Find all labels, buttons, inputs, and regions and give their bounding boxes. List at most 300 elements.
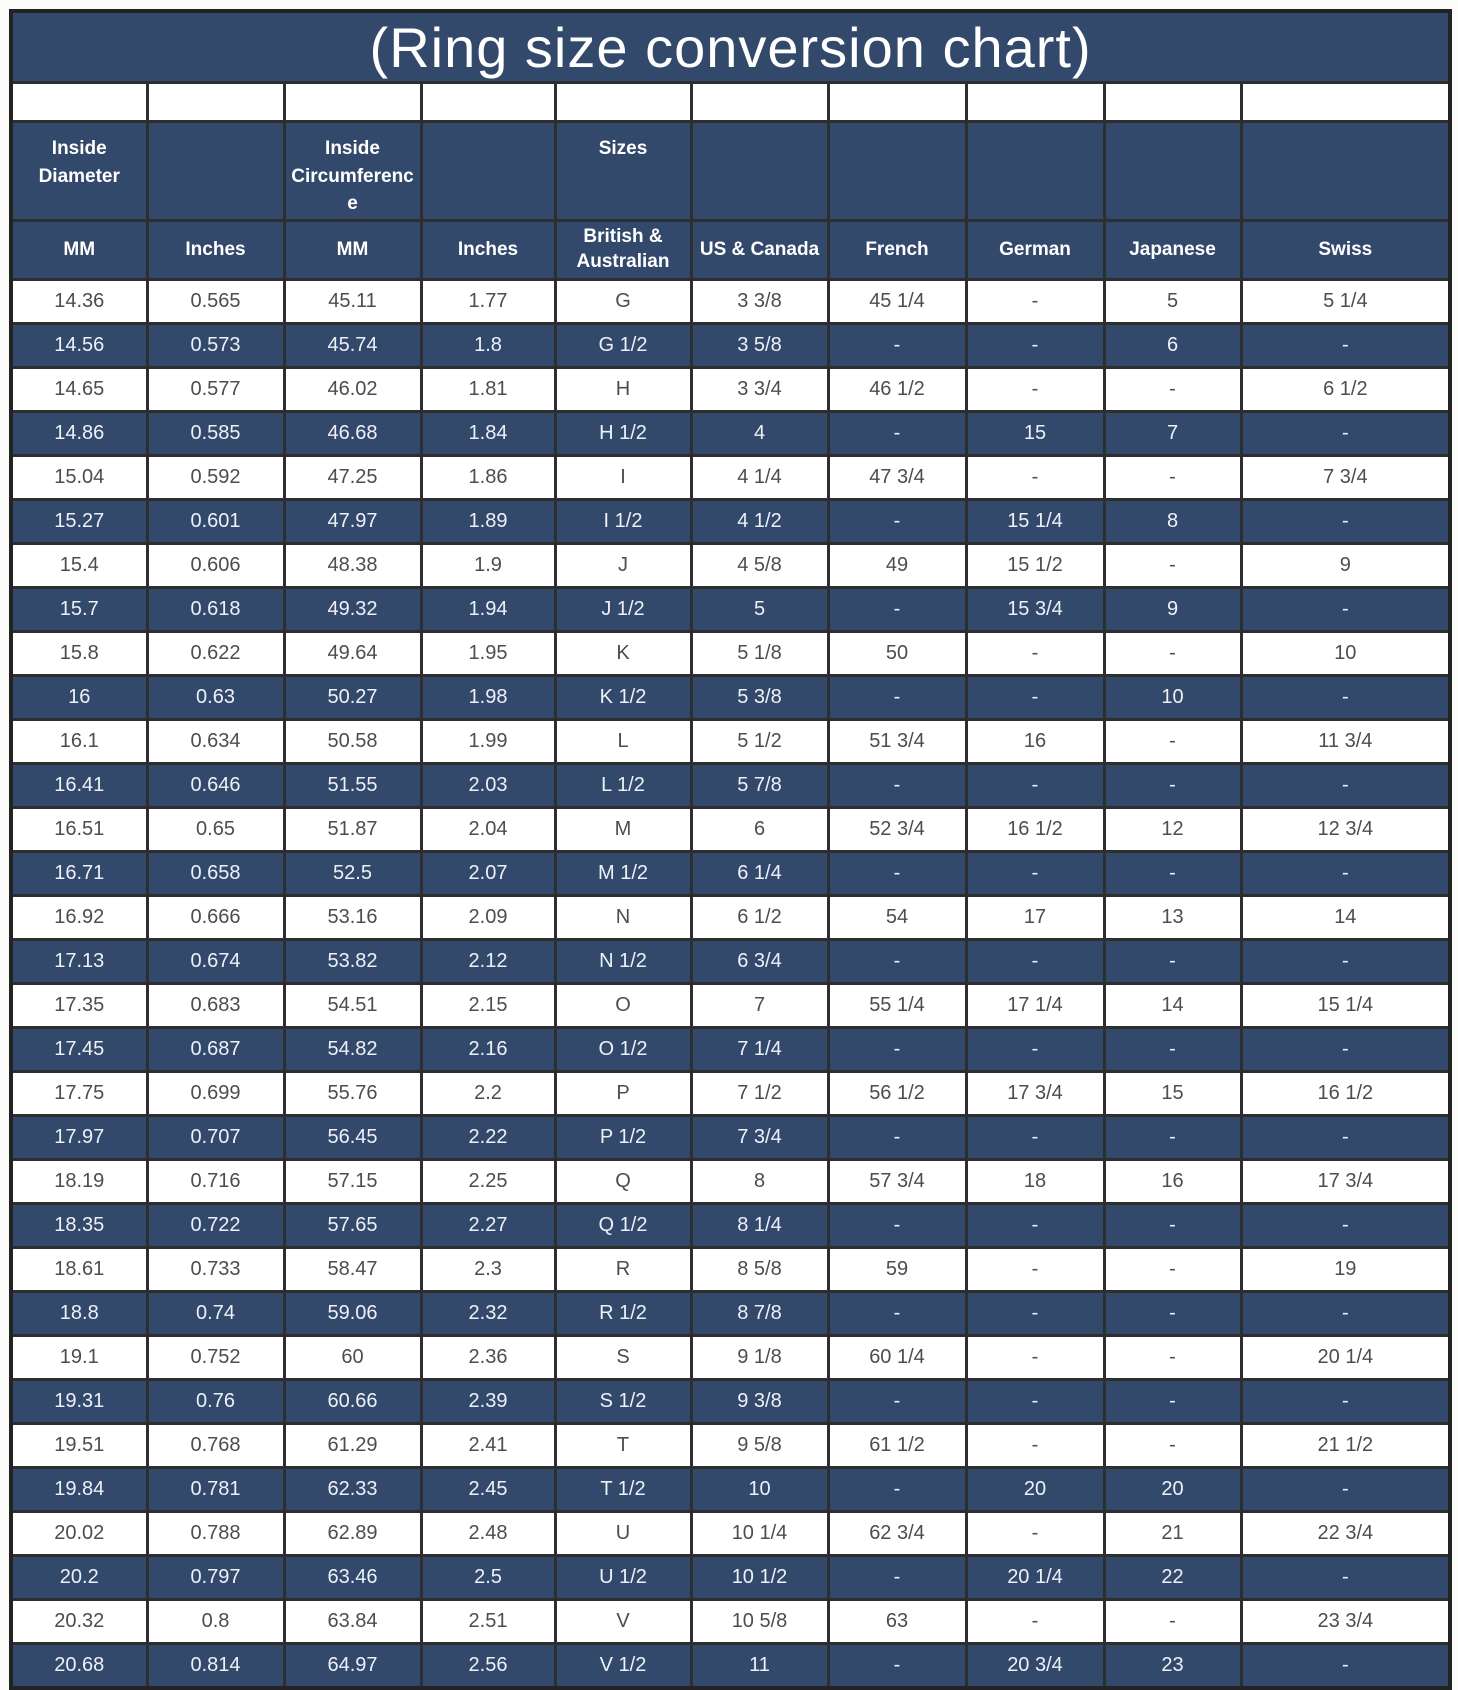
size-japanese: - <box>1104 368 1241 412</box>
size-british-australian: M 1/2 <box>555 852 691 896</box>
size-british-australian: S 1/2 <box>555 1380 691 1424</box>
size-german: 20 1/4 <box>966 1556 1104 1600</box>
blank-cell <box>555 83 691 122</box>
table-row <box>11 1072 1450 1116</box>
size-japanese: 10 <box>1104 676 1241 720</box>
inside-circumference-inches: 2.36 <box>421 1336 555 1380</box>
size-german: - <box>966 764 1104 808</box>
size-japanese: - <box>1104 1248 1241 1292</box>
inside-diameter-mm: 17.13 <box>11 940 147 984</box>
inside-diameter-mm: 17.75 <box>11 1072 147 1116</box>
size-us-canada: 5 1/2 <box>691 720 828 764</box>
size-us-canada: 5 1/8 <box>691 632 828 676</box>
inside-circumference-mm: 63.84 <box>284 1600 421 1644</box>
blank-cell <box>421 83 555 122</box>
inside-circumference-inches: 1.99 <box>421 720 555 764</box>
group-header-spacer <box>1241 122 1450 221</box>
size-us-canada: 6 <box>691 808 828 852</box>
size-german: - <box>966 1292 1104 1336</box>
inside-circumference-mm: 54.51 <box>284 984 421 1028</box>
inside-diameter-mm: 19.51 <box>11 1424 147 1468</box>
size-british-australian: T <box>555 1424 691 1468</box>
inside-circumference-inches: 1.94 <box>421 588 555 632</box>
inside-circumference-mm: 50.27 <box>284 676 421 720</box>
inside-diameter-mm: 16.71 <box>11 852 147 896</box>
inside-diameter-inches: 0.646 <box>147 764 284 808</box>
size-swiss: - <box>1241 1292 1450 1336</box>
size-british-australian: M <box>555 808 691 852</box>
inside-circumference-inches: 2.09 <box>421 896 555 940</box>
size-us-canada: 10 1/4 <box>691 1512 828 1556</box>
inside-circumference-inches: 2.15 <box>421 984 555 1028</box>
size-german: 17 3/4 <box>966 1072 1104 1116</box>
inside-diameter-mm: 20.2 <box>11 1556 147 1600</box>
inside-diameter-inches: 0.74 <box>147 1292 284 1336</box>
size-us-canada: 4 1/2 <box>691 500 828 544</box>
size-french: - <box>828 1380 966 1424</box>
column-header-japanese: Japanese <box>1104 221 1241 280</box>
size-swiss: 5 1/4 <box>1241 280 1450 324</box>
size-swiss: - <box>1241 588 1450 632</box>
size-french: 63 <box>828 1600 966 1644</box>
size-japanese: 6 <box>1104 324 1241 368</box>
size-british-australian: Q 1/2 <box>555 1204 691 1248</box>
size-us-canada: 9 5/8 <box>691 1424 828 1468</box>
inside-circumference-inches: 2.3 <box>421 1248 555 1292</box>
size-us-canada: 5 3/8 <box>691 676 828 720</box>
size-japanese: 13 <box>1104 896 1241 940</box>
table-row <box>11 1336 1450 1380</box>
size-french: - <box>828 1292 966 1336</box>
inside-diameter-inches: 0.634 <box>147 720 284 764</box>
size-japanese: - <box>1104 940 1241 984</box>
inside-circumference-mm: 50.58 <box>284 720 421 764</box>
table-row <box>11 720 1450 764</box>
size-french: 51 3/4 <box>828 720 966 764</box>
blank-cell <box>284 83 421 122</box>
size-us-canada: 8 <box>691 1160 828 1204</box>
size-swiss: 7 3/4 <box>1241 456 1450 500</box>
inside-circumference-inches: 2.04 <box>421 808 555 852</box>
size-french: - <box>828 764 966 808</box>
size-german: - <box>966 676 1104 720</box>
group-header-spacer <box>691 122 828 221</box>
size-us-canada: 7 3/4 <box>691 1116 828 1160</box>
inside-diameter-inches: 0.601 <box>147 500 284 544</box>
size-german: - <box>966 1028 1104 1072</box>
inside-diameter-inches: 0.63 <box>147 676 284 720</box>
size-german: - <box>966 456 1104 500</box>
size-british-australian: S <box>555 1336 691 1380</box>
size-us-canada: 5 <box>691 588 828 632</box>
inside-diameter-inches: 0.707 <box>147 1116 284 1160</box>
size-us-canada: 6 3/4 <box>691 940 828 984</box>
inside-circumference-inches: 1.95 <box>421 632 555 676</box>
table-row <box>11 1204 1450 1248</box>
blank-cell <box>691 83 828 122</box>
size-us-canada: 9 1/8 <box>691 1336 828 1380</box>
inside-diameter-mm: 16.51 <box>11 808 147 852</box>
size-us-canada: 8 1/4 <box>691 1204 828 1248</box>
size-swiss: 19 <box>1241 1248 1450 1292</box>
size-swiss: - <box>1241 940 1450 984</box>
size-german: 20 3/4 <box>966 1644 1104 1689</box>
size-japanese: - <box>1104 632 1241 676</box>
size-us-canada: 7 1/4 <box>691 1028 828 1072</box>
inside-diameter-mm: 19.1 <box>11 1336 147 1380</box>
group-header-spacer <box>966 122 1104 221</box>
inside-diameter-mm: 15.8 <box>11 632 147 676</box>
inside-diameter-mm: 15.7 <box>11 588 147 632</box>
size-german: - <box>966 1204 1104 1248</box>
size-us-canada: 3 5/8 <box>691 324 828 368</box>
size-german: 16 <box>966 720 1104 764</box>
inside-diameter-mm: 18.61 <box>11 1248 147 1292</box>
inside-diameter-inches: 0.585 <box>147 412 284 456</box>
size-german: 17 <box>966 896 1104 940</box>
size-french: 54 <box>828 896 966 940</box>
table-row <box>11 412 1450 456</box>
inside-circumference-inches: 1.8 <box>421 324 555 368</box>
size-british-australian: I <box>555 456 691 500</box>
size-us-canada: 10 1/2 <box>691 1556 828 1600</box>
inside-diameter-mm: 14.36 <box>11 280 147 324</box>
inside-circumference-mm: 47.97 <box>284 500 421 544</box>
inside-diameter-mm: 19.31 <box>11 1380 147 1424</box>
inside-diameter-mm: 16.92 <box>11 896 147 940</box>
size-british-australian: R 1/2 <box>555 1292 691 1336</box>
inside-circumference-mm: 54.82 <box>284 1028 421 1072</box>
inside-circumference-mm: 64.97 <box>284 1644 421 1689</box>
group-header-spacer <box>421 122 555 221</box>
size-german: 16 1/2 <box>966 808 1104 852</box>
inside-circumference-mm: 49.64 <box>284 632 421 676</box>
column-header-diameter-inches: Inches <box>147 221 284 280</box>
inside-diameter-inches: 0.565 <box>147 280 284 324</box>
size-german: - <box>966 1600 1104 1644</box>
size-british-australian: G <box>555 280 691 324</box>
table-row <box>11 1116 1450 1160</box>
inside-circumference-inches: 2.32 <box>421 1292 555 1336</box>
inside-diameter-inches: 0.814 <box>147 1644 284 1689</box>
inside-diameter-inches: 0.622 <box>147 632 284 676</box>
inside-circumference-mm: 47.25 <box>284 456 421 500</box>
size-swiss: - <box>1241 1116 1450 1160</box>
size-japanese: - <box>1104 1116 1241 1160</box>
size-japanese: - <box>1104 1336 1241 1380</box>
size-british-australian: U 1/2 <box>555 1556 691 1600</box>
size-french: - <box>828 852 966 896</box>
inside-circumference-inches: 1.86 <box>421 456 555 500</box>
size-german: - <box>966 1380 1104 1424</box>
size-german: - <box>966 940 1104 984</box>
size-swiss: - <box>1241 1556 1450 1600</box>
inside-diameter-mm: 16.1 <box>11 720 147 764</box>
size-french: 57 3/4 <box>828 1160 966 1204</box>
size-swiss: - <box>1241 764 1450 808</box>
inside-circumference-inches: 1.81 <box>421 368 555 412</box>
size-swiss: 20 1/4 <box>1241 1336 1450 1380</box>
size-us-canada: 9 3/8 <box>691 1380 828 1424</box>
inside-diameter-mm: 19.84 <box>11 1468 147 1512</box>
size-french: - <box>828 1028 966 1072</box>
inside-diameter-inches: 0.65 <box>147 808 284 852</box>
size-japanese: 5 <box>1104 280 1241 324</box>
inside-diameter-inches: 0.683 <box>147 984 284 1028</box>
inside-diameter-inches: 0.573 <box>147 324 284 368</box>
inside-circumference-inches: 2.2 <box>421 1072 555 1116</box>
size-german: - <box>966 1512 1104 1556</box>
table-row <box>11 1380 1450 1424</box>
blank-cell <box>828 83 966 122</box>
group-header-spacer <box>828 122 966 221</box>
size-us-canada: 11 <box>691 1644 828 1689</box>
size-british-australian: I 1/2 <box>555 500 691 544</box>
inside-circumference-inches: 1.89 <box>421 500 555 544</box>
inside-diameter-mm: 15.4 <box>11 544 147 588</box>
size-french: 45 1/4 <box>828 280 966 324</box>
size-british-australian: L <box>555 720 691 764</box>
column-header-british-australian: British & Australian <box>555 221 691 280</box>
size-british-australian: P <box>555 1072 691 1116</box>
inside-circumference-mm: 60 <box>284 1336 421 1380</box>
column-header-row <box>11 221 1450 280</box>
blank-row <box>11 83 1450 122</box>
inside-diameter-mm: 17.97 <box>11 1116 147 1160</box>
size-us-canada: 5 7/8 <box>691 764 828 808</box>
size-british-australian: K 1/2 <box>555 676 691 720</box>
size-german: - <box>966 1424 1104 1468</box>
size-us-canada: 7 1/2 <box>691 1072 828 1116</box>
inside-diameter-mm: 14.86 <box>11 412 147 456</box>
size-swiss: 14 <box>1241 896 1450 940</box>
inside-circumference-inches: 1.84 <box>421 412 555 456</box>
inside-circumference-inches: 2.22 <box>421 1116 555 1160</box>
size-german: 15 1/2 <box>966 544 1104 588</box>
inside-diameter-mm: 14.56 <box>11 324 147 368</box>
table-row <box>11 632 1450 676</box>
group-header-row <box>11 122 1450 221</box>
inside-diameter-mm: 18.35 <box>11 1204 147 1248</box>
inside-diameter-inches: 0.577 <box>147 368 284 412</box>
size-swiss: - <box>1241 676 1450 720</box>
size-japanese: 16 <box>1104 1160 1241 1204</box>
inside-circumference-mm: 45.74 <box>284 324 421 368</box>
size-british-australian: V <box>555 1600 691 1644</box>
table-row <box>11 1160 1450 1204</box>
inside-circumference-inches: 2.03 <box>421 764 555 808</box>
table-row <box>11 1512 1450 1556</box>
size-japanese: - <box>1104 1028 1241 1072</box>
size-french: 60 1/4 <box>828 1336 966 1380</box>
size-swiss: 15 1/4 <box>1241 984 1450 1028</box>
table-row <box>11 1556 1450 1600</box>
inside-diameter-mm: 14.65 <box>11 368 147 412</box>
size-japanese: 9 <box>1104 588 1241 632</box>
inside-circumference-mm: 49.32 <box>284 588 421 632</box>
table-row <box>11 896 1450 940</box>
size-japanese: - <box>1104 1600 1241 1644</box>
size-japanese: - <box>1104 1424 1241 1468</box>
inside-diameter-inches: 0.722 <box>147 1204 284 1248</box>
inside-circumference-mm: 51.87 <box>284 808 421 852</box>
size-us-canada: 6 1/2 <box>691 896 828 940</box>
size-french: 59 <box>828 1248 966 1292</box>
blank-cell <box>1104 83 1241 122</box>
inside-circumference-mm: 57.65 <box>284 1204 421 1248</box>
inside-diameter-inches: 0.752 <box>147 1336 284 1380</box>
inside-diameter-inches: 0.76 <box>147 1380 284 1424</box>
inside-circumference-mm: 63.46 <box>284 1556 421 1600</box>
inside-diameter-inches: 0.781 <box>147 1468 284 1512</box>
inside-circumference-inches: 2.51 <box>421 1600 555 1644</box>
inside-diameter-inches: 0.699 <box>147 1072 284 1116</box>
inside-circumference-inches: 2.56 <box>421 1644 555 1689</box>
group-header-sizes: Sizes <box>555 122 691 221</box>
size-japanese: - <box>1104 544 1241 588</box>
inside-circumference-mm: 59.06 <box>284 1292 421 1336</box>
size-swiss: 6 1/2 <box>1241 368 1450 412</box>
size-german: - <box>966 852 1104 896</box>
table-row <box>11 852 1450 896</box>
size-german: - <box>966 632 1104 676</box>
size-swiss: - <box>1241 852 1450 896</box>
size-french: - <box>828 1116 966 1160</box>
size-swiss: 23 3/4 <box>1241 1600 1450 1644</box>
size-french: - <box>828 324 966 368</box>
size-us-canada: 10 5/8 <box>691 1600 828 1644</box>
inside-circumference-inches: 2.48 <box>421 1512 555 1556</box>
size-swiss: - <box>1241 1028 1450 1072</box>
size-japanese: 15 <box>1104 1072 1241 1116</box>
size-japanese: - <box>1104 720 1241 764</box>
table-row <box>11 1248 1450 1292</box>
size-japanese: 14 <box>1104 984 1241 1028</box>
size-french: - <box>828 940 966 984</box>
inside-circumference-mm: 57.15 <box>284 1160 421 1204</box>
size-british-australian: Q <box>555 1160 691 1204</box>
inside-circumference-mm: 60.66 <box>284 1380 421 1424</box>
inside-diameter-mm: 15.27 <box>11 500 147 544</box>
size-british-australian: N <box>555 896 691 940</box>
size-british-australian: R <box>555 1248 691 1292</box>
size-us-canada: 7 <box>691 984 828 1028</box>
size-british-australian: H 1/2 <box>555 412 691 456</box>
size-german: - <box>966 368 1104 412</box>
size-us-canada: 8 5/8 <box>691 1248 828 1292</box>
size-japanese: 20 <box>1104 1468 1241 1512</box>
inside-diameter-mm: 17.45 <box>11 1028 147 1072</box>
inside-circumference-mm: 52.5 <box>284 852 421 896</box>
inside-diameter-inches: 0.768 <box>147 1424 284 1468</box>
table-row <box>11 368 1450 412</box>
inside-circumference-mm: 51.55 <box>284 764 421 808</box>
size-british-australian: J <box>555 544 691 588</box>
group-header-spacer <box>147 122 284 221</box>
size-german: - <box>966 1248 1104 1292</box>
inside-diameter-inches: 0.606 <box>147 544 284 588</box>
size-swiss: - <box>1241 1644 1450 1689</box>
inside-diameter-inches: 0.666 <box>147 896 284 940</box>
table-row <box>11 940 1450 984</box>
table-body <box>11 280 1450 1689</box>
inside-diameter-mm: 17.35 <box>11 984 147 1028</box>
title-row <box>11 11 1450 83</box>
size-french: - <box>828 412 966 456</box>
inside-circumference-inches: 2.07 <box>421 852 555 896</box>
size-french: 52 3/4 <box>828 808 966 852</box>
inside-diameter-inches: 0.797 <box>147 1556 284 1600</box>
size-swiss: 17 3/4 <box>1241 1160 1450 1204</box>
size-us-canada: 3 3/4 <box>691 368 828 412</box>
inside-circumference-inches: 1.77 <box>421 280 555 324</box>
size-british-australian: O 1/2 <box>555 1028 691 1072</box>
size-japanese: - <box>1104 1292 1241 1336</box>
table-row <box>11 500 1450 544</box>
size-us-canada: 4 5/8 <box>691 544 828 588</box>
inside-circumference-mm: 62.89 <box>284 1512 421 1556</box>
size-japanese: 12 <box>1104 808 1241 852</box>
size-swiss: 9 <box>1241 544 1450 588</box>
size-french: - <box>828 588 966 632</box>
inside-diameter-inches: 0.788 <box>147 1512 284 1556</box>
size-french: - <box>828 1644 966 1689</box>
table-row <box>11 676 1450 720</box>
size-swiss: 21 1/2 <box>1241 1424 1450 1468</box>
size-british-australian: J 1/2 <box>555 588 691 632</box>
table-row <box>11 1600 1450 1644</box>
inside-circumference-mm: 46.68 <box>284 412 421 456</box>
blank-cell <box>966 83 1104 122</box>
page-title: (Ring size conversion chart) <box>11 11 1450 83</box>
size-french: 56 1/2 <box>828 1072 966 1116</box>
table-row <box>11 1468 1450 1512</box>
size-japanese: 7 <box>1104 412 1241 456</box>
table-row <box>11 1292 1450 1336</box>
size-japanese: 21 <box>1104 1512 1241 1556</box>
size-french: 47 3/4 <box>828 456 966 500</box>
size-swiss: - <box>1241 1468 1450 1512</box>
size-swiss: 10 <box>1241 632 1450 676</box>
size-us-canada: 10 <box>691 1468 828 1512</box>
inside-circumference-mm: 62.33 <box>284 1468 421 1512</box>
inside-diameter-mm: 20.68 <box>11 1644 147 1689</box>
size-us-canada: 6 1/4 <box>691 852 828 896</box>
size-swiss: - <box>1241 1380 1450 1424</box>
size-german: 18 <box>966 1160 1104 1204</box>
size-french: - <box>828 1556 966 1600</box>
size-french: 61 1/2 <box>828 1424 966 1468</box>
inside-circumference-mm: 58.47 <box>284 1248 421 1292</box>
table-row <box>11 808 1450 852</box>
inside-diameter-mm: 18.19 <box>11 1160 147 1204</box>
inside-circumference-mm: 53.16 <box>284 896 421 940</box>
size-japanese: - <box>1104 1204 1241 1248</box>
column-header-swiss: Swiss <box>1241 221 1450 280</box>
column-header-circumference-inches: Inches <box>421 221 555 280</box>
ring-size-conversion-table <box>9 9 1452 1690</box>
size-british-australian: V 1/2 <box>555 1644 691 1689</box>
inside-diameter-inches: 0.674 <box>147 940 284 984</box>
size-japanese: 22 <box>1104 1556 1241 1600</box>
inside-circumference-inches: 2.41 <box>421 1424 555 1468</box>
size-japanese: - <box>1104 764 1241 808</box>
group-header-inside-circumference: Inside Circumference <box>284 122 421 221</box>
inside-circumference-inches: 1.9 <box>421 544 555 588</box>
size-british-australian: H <box>555 368 691 412</box>
size-us-canada: 4 <box>691 412 828 456</box>
column-header-us-canada: US & Canada <box>691 221 828 280</box>
